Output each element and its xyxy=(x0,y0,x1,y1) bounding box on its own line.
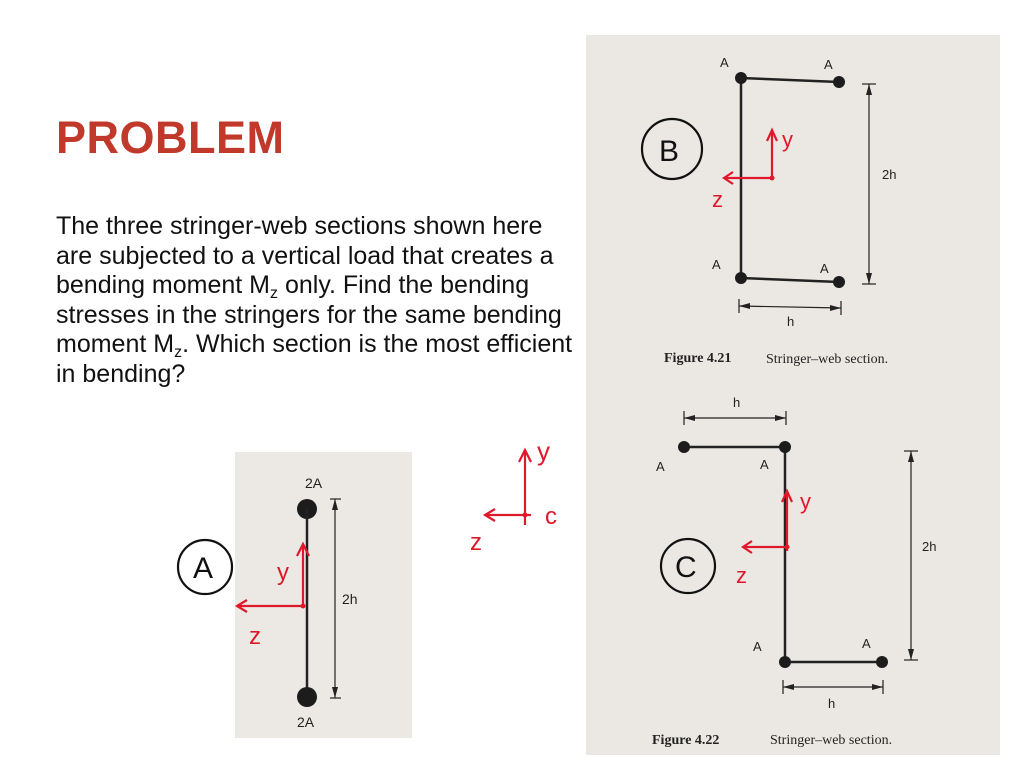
figure-b-width-label: h xyxy=(787,314,795,329)
stringer-tr xyxy=(833,76,845,88)
figure-b-label-br: A xyxy=(820,261,829,276)
problem-statement xyxy=(56,212,576,389)
axis-y-arrow xyxy=(297,544,309,606)
problem-text-part-2: only. Find the bending stresses in the stringers for the same bending moment M xyxy=(56,271,562,358)
problem-text-part-1: The three stringer-web sections shown here are subjected to a vertical load that creates a bending moment M xyxy=(56,212,554,299)
figure-a-height-label: 2h xyxy=(342,591,358,607)
subscript-z: z xyxy=(270,285,279,302)
figure-b-label-bl: A xyxy=(712,257,721,272)
figure-a-bottom-label: 2A xyxy=(297,714,315,730)
figure-b-caption-number: Figure 4.21 xyxy=(664,351,732,366)
stringer-br xyxy=(876,656,888,668)
y-axis-label: y xyxy=(277,559,289,586)
figure-c-top-width-label: h xyxy=(733,395,741,410)
z-axis-label: z xyxy=(249,623,261,650)
stringer-bl xyxy=(735,272,747,284)
stringer-tl xyxy=(678,441,690,453)
centroid-z-label: z xyxy=(470,529,482,556)
y-axis-label: y xyxy=(782,127,793,152)
z-axis-label: z xyxy=(736,563,747,588)
figure-b-label-tr: A xyxy=(824,57,833,72)
figure-a-annotations xyxy=(165,520,315,660)
figure-c-height-label: 2h xyxy=(922,539,937,554)
circle-c-label: C xyxy=(675,551,697,584)
slide-title: PROBLEM xyxy=(56,112,285,163)
figure-c-bottom-width-label: h xyxy=(828,696,836,711)
figure-c-caption-text: Stringer–web section. xyxy=(770,733,893,748)
stringer-br xyxy=(833,276,845,288)
circle-b-label: B xyxy=(659,135,680,168)
problem-text-part-3: . Which section is the most efficient in bending? xyxy=(56,330,573,388)
figure-b-caption-text: Stringer–web section. xyxy=(766,352,889,367)
centroid-c-label: c xyxy=(545,503,557,530)
figure-a-top-label: 2A xyxy=(305,475,323,491)
figure-b-height-label: 2h xyxy=(882,167,897,182)
textbook-photo xyxy=(586,35,1000,755)
figure-c-label-br: A xyxy=(862,636,871,651)
stringer-tr xyxy=(779,441,791,453)
stringer-bl xyxy=(779,656,791,668)
centroid-annotation xyxy=(465,430,575,560)
figure-c-label-tl: A xyxy=(656,459,665,474)
circle-a-label: A xyxy=(193,552,214,585)
axis-z-arrow xyxy=(237,600,306,612)
figure-c-label-tr: A xyxy=(760,457,769,472)
z-axis-label: z xyxy=(712,187,723,212)
figure-c-label-bl: A xyxy=(753,639,762,654)
subscript-z: z xyxy=(174,344,183,361)
figure-c-caption-number: Figure 4.22 xyxy=(652,733,720,748)
stringer-bottom xyxy=(297,687,317,707)
y-axis-label: y xyxy=(800,489,811,514)
figure-b-label-tl: A xyxy=(720,55,729,70)
centroid-y-label: y xyxy=(537,436,550,466)
stringer-tl xyxy=(735,72,747,84)
